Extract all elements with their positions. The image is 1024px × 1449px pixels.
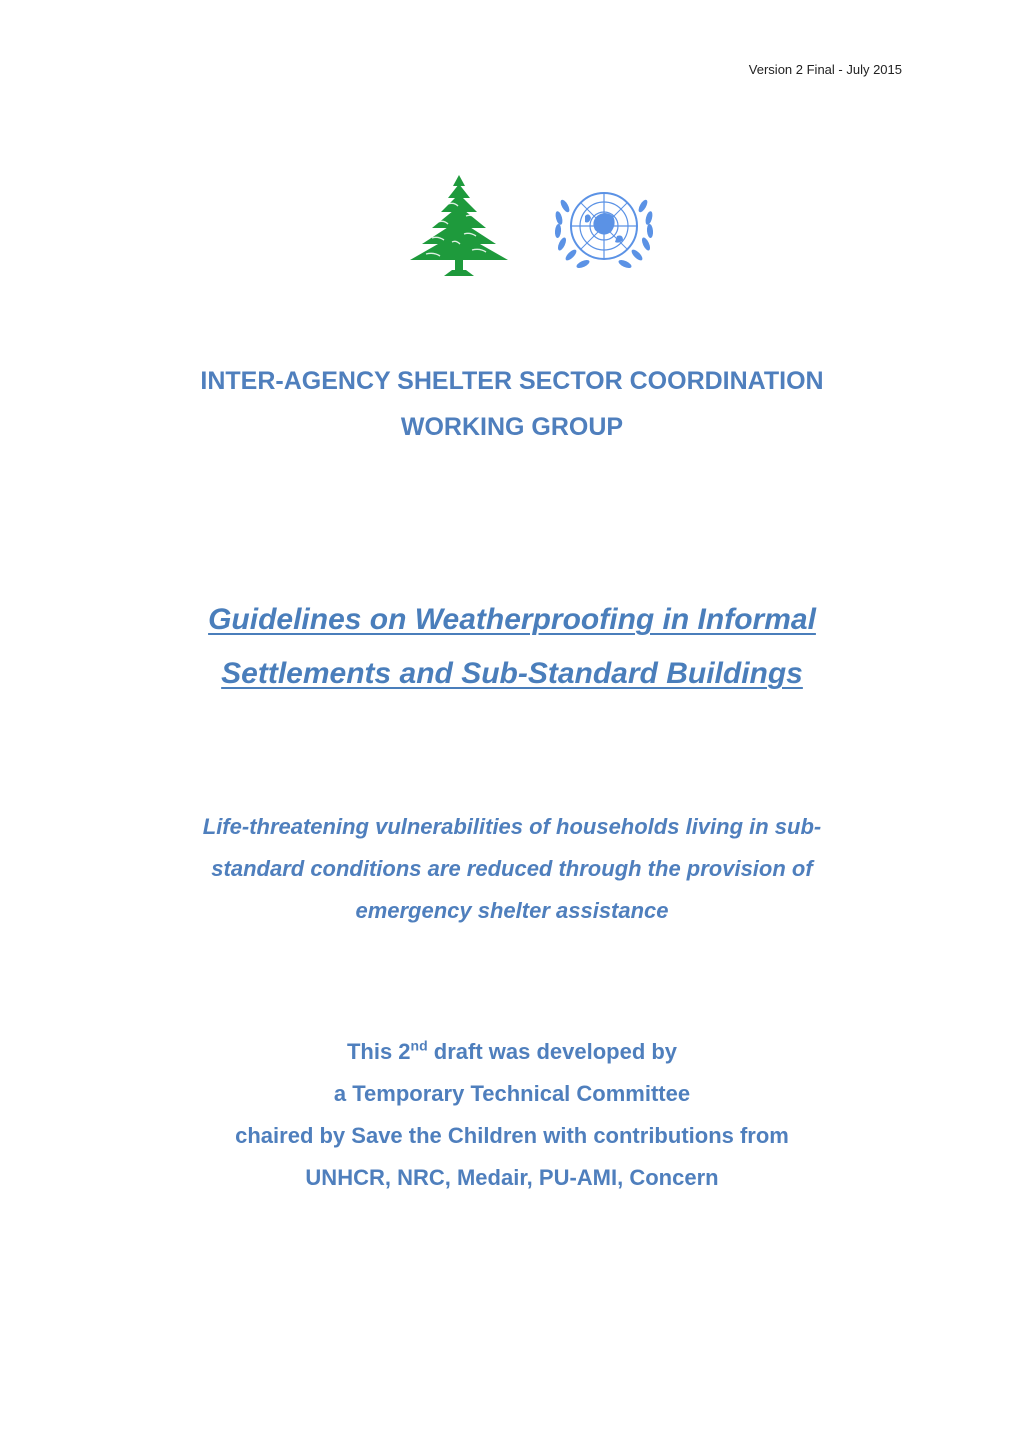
cedar-emblem-icon xyxy=(386,172,532,288)
credits-line-3: chaired by Save the Children with contributions from xyxy=(235,1123,789,1148)
un-emblem-icon xyxy=(545,176,663,278)
statement-line-2: standard conditions are reduced through the provision of xyxy=(211,856,813,881)
document-title xyxy=(0,593,1024,701)
title-line-2: WORKING GROUP xyxy=(400,413,624,441)
logo-row xyxy=(0,172,1024,290)
credits-line-4: UNHCR, NRC, Medair, PU-AMI, Concern xyxy=(305,1165,719,1190)
ordinal-suffix: nd xyxy=(410,1037,428,1054)
credits-line-2: a Temporary Technical Committee xyxy=(333,1081,691,1106)
subtitle-line-2: Settlements and Sub-Standard Buildings xyxy=(221,657,803,690)
subtitle-line-1: Guidelines on Weatherproofing in Informal xyxy=(208,603,816,636)
credits-line-1: This 2nd draft was developed by xyxy=(346,1037,678,1064)
version-label: Version 2 Final - July 2015 xyxy=(748,62,902,77)
statement-line-1: Life-threatening vulnerabilities of households living in sub- xyxy=(202,814,822,839)
working-group-title xyxy=(0,358,1024,450)
credits-block xyxy=(0,1031,1024,1199)
objective-statement xyxy=(0,806,1024,932)
title-line-1: INTER-AGENCY SHELTER SECTOR COORDINATION xyxy=(200,367,824,395)
statement-line-3: emergency shelter assistance xyxy=(355,898,669,923)
